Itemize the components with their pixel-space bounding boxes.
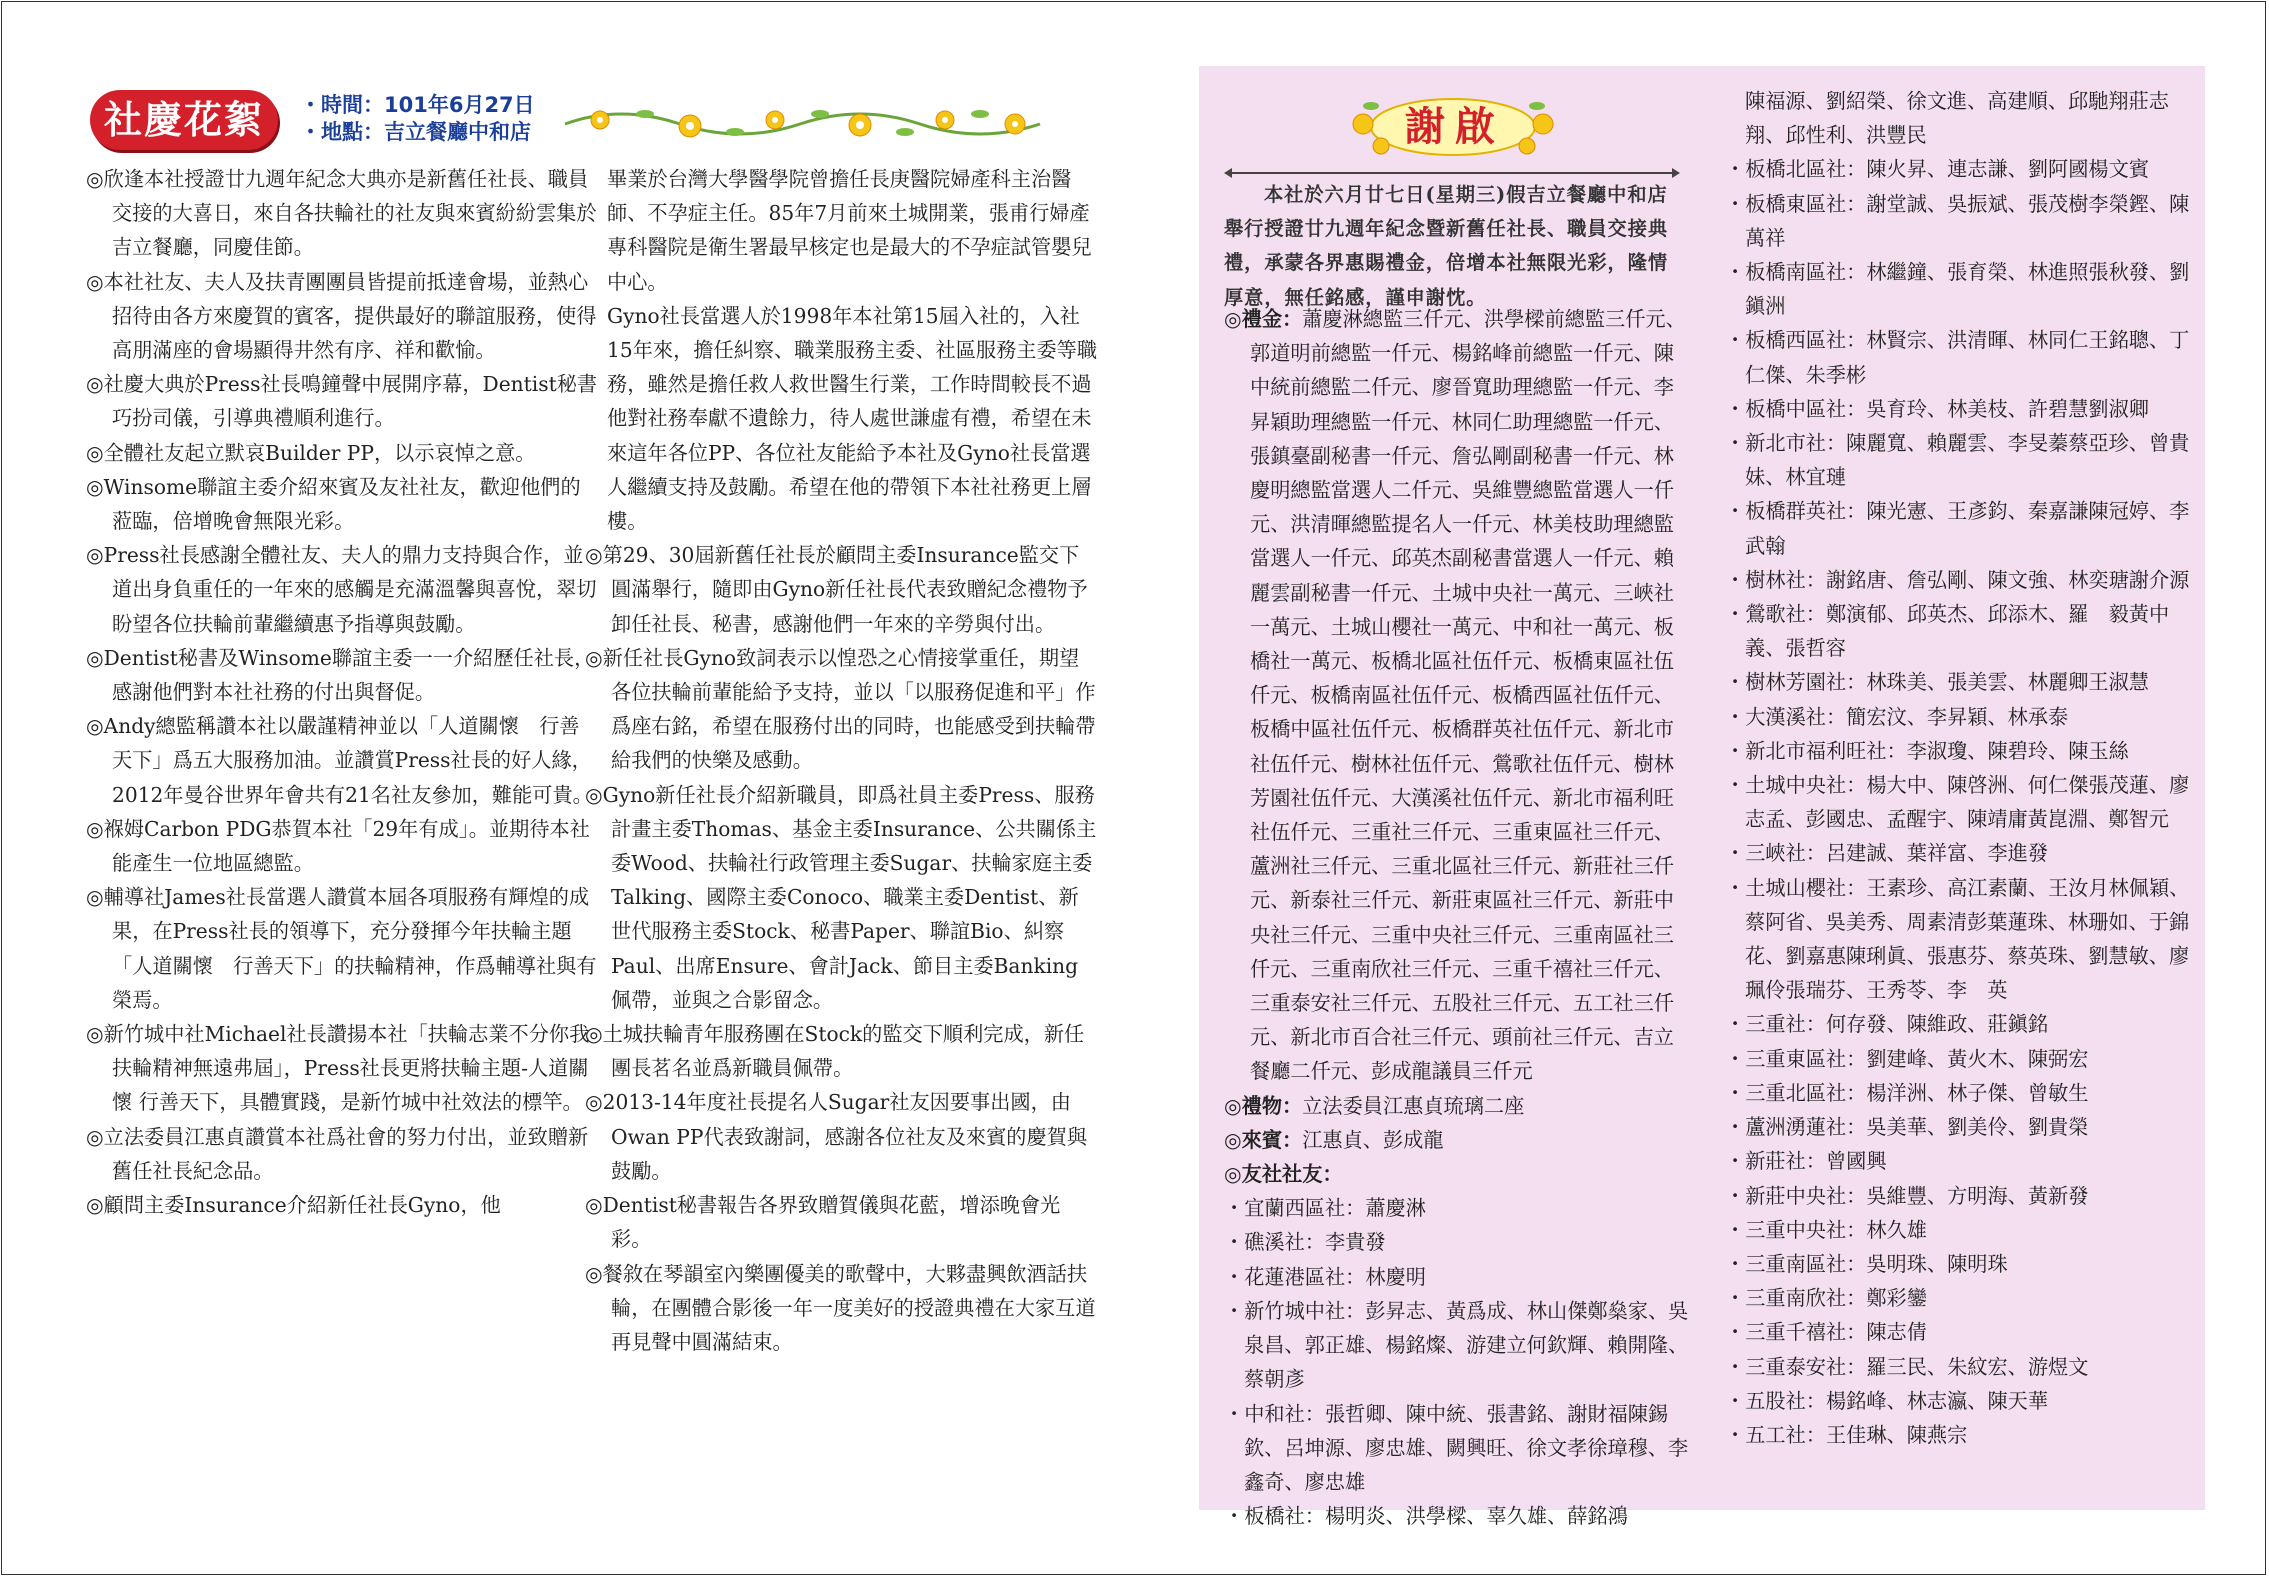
list-item: ・ 板橋東區社：謝堂誠、吳振斌、張茂樹李榮鏗、陳萬祥 (1725, 187, 2195, 255)
list-item: ・ 三重千禧社：陳志倩 (1725, 1315, 2195, 1349)
list-item: ◎ 2013-14年度社長提名人Sugar社友因要事出國，由Owan PP代表致謝詞，感謝各位社友及來賓的慶賀與鼓勵。 (585, 1085, 1097, 1188)
thanks-column-1 (1224, 302, 1689, 1533)
section-label: 友社社友： (1241, 1162, 1343, 1187)
list-item: ・ 宜蘭西區社：蕭慶淋 (1224, 1191, 1689, 1225)
guest-section (1224, 1123, 1689, 1157)
list-item: ・ 五股社：楊銘峰、林志瀛、陳天華 (1725, 1384, 2195, 1418)
left-column-1 (86, 162, 598, 1222)
event-time: ・ 時間：101年6月27日 (300, 92, 535, 119)
list-item: ◎ Winsome聯誼主委介紹來賓及友社社友，歡迎他們的蒞臨，倍增晚會無限光彩。 (86, 470, 598, 538)
list-item: ・ 三重泰安社：羅三民、朱紋宏、游煜文 (1725, 1350, 2195, 1384)
list-item: ・ 新北市福利旺社：李淑瓊、陳碧玲、陳玉絲 (1725, 734, 2195, 768)
list-item: ・ 板橋南區社：林繼鐘、張育榮、林進照張秋發、劉鎭洲 (1725, 255, 2195, 323)
list-item: ・ 三峽社：呂建誠、葉祥富、李進發 (1725, 836, 2195, 870)
list-item: ◎ 全體社友起立默哀Builder PP，以示哀悼之意。 (86, 436, 598, 470)
list-item: ・ 樹林社：謝銘唐、詹弘剛、陳文強、林奕瑭謝介源 (1725, 563, 2195, 597)
section-text: 立法委員江惠貞琉璃二座 (1302, 1093, 1525, 1118)
list-item: ・ 礁溪社：李貴發 (1224, 1225, 1689, 1259)
list-item: ・ 新竹城中社：彭昇志、黃爲成、林山傑鄭燊家、吳泉昌、郭正雄、楊銘燦、游建立何欽輝、賴開隆、蔡朝彥 (1224, 1294, 1689, 1397)
list-item: ◎ 欣逢本社授證廿九週年紀念大典亦是新舊任社長、職員交接的大喜日，來自各扶輪社的社友與來賓紛紛雲集於吉立餐廳，同慶佳節。 (86, 162, 598, 265)
continued-paragraph: Gyno社長當選人於1998年本社第15屆入社的，入社15年來，擔任糾察、職業服務主委、社區服務主委等職務，雖然是擔任救人救世醫生行業，工作時間較長不過他對社務奉獻不遺餘力，待人處世謙虛有禮，希望在未來這年各位PP、各位社友能給予本社及Gyno社長當選人繼續支持及鼓勵。希望在他的帶領下本社社務更上層樓。 (607, 303, 1098, 534)
list-item: ◎ 本社社友、夫人及扶青團團員皆提前抵達會場，並熱心招待由各方來慶賀的賓客，提供最好的聯誼服務，使得高朋滿座的會場顯得井然有序、祥和歡愉。 (86, 265, 598, 368)
list-item: ・ 新莊社：曾國興 (1725, 1144, 2195, 1178)
event-place: ・ 地點：吉立餐廳中和店 (300, 119, 535, 146)
list-item: ・ 三重中央社：林久雄 (1725, 1213, 2195, 1247)
list-item: ・ 三重南欣社：鄭彩鑾 (1725, 1281, 2195, 1315)
list-item: ◎ Dentist秘書報告各界致贈賀儀與花藍，增添晚會光彩。 (585, 1188, 1097, 1256)
section-text: 江惠貞、彭成龍 (1302, 1127, 1444, 1152)
thanks-intro: 本社於六月廿七日(星期三)假吉立餐廳中和店舉行授證廿九週年紀念暨新舊任社長、職員交接典禮，承蒙各界惠賜禮金，倍增本社無限光彩，隆情厚意，無任銘感，謹申謝忱。 (1224, 183, 1669, 309)
thanks-column-2 (1725, 84, 2195, 1452)
event-meta (300, 92, 535, 146)
list-item: ◎ Gyno新任社長介紹新職員，即爲社員主委Press、服務計畫主委Thomas、基金主委Insurance、公共關係主委Wood、扶輪社行政管理主委Sugar、扶輪家庭主委Talking、國際主委Conoco、職業主委Dentist、新世代服務主委Stock、秘書Paper、聯誼Bio、糾察Paul、出席Ensure、會計Jack、節目主委Banking佩帶，並與之合影留念。 (585, 778, 1097, 1017)
list-item: ◎ Press社長感謝全體社友、夫人的鼎力支持與合作，並道出身負重任的一年來的感觸是充滿溫馨與喜悅，翠切盼望各位扶輪前輩繼續惠予指導與鼓勵。 (86, 538, 598, 641)
list-item: ◎ 新任社長Gyno致詞表示以惶恐之心情接掌重任，期望各位扶輪前輩能給予支持，並以「以服務促進和平」作爲座右銘，希望在服務付出的同時，也能感受到扶輪帶給我們的快樂及感動。 (585, 641, 1097, 778)
list-item: ・ 花蓮港區社：林慶明 (1224, 1260, 1689, 1294)
list-item: ◎ 餐敘在琴韻室內樂團優美的歌聲中，大夥盡興飲酒話扶輪，在團體合影後一年一度美好的授證典禮在大家互道再見聲中圓滿結束。 (585, 1257, 1097, 1360)
list-item: ◎ 新竹城中社Michael社長讚揚本社「扶輪志業不分你我 扶輪精神無遠弗屆」，Press社長更將扶輪主題-人道關懷 行善天下，具體實踐，是新竹城中社效法的標竿。 (86, 1017, 598, 1120)
friends-section (1224, 1157, 1689, 1191)
list-item: ・ 三重東區社：劉建峰、黃火木、陳弼宏 (1725, 1042, 2195, 1076)
left-column-2 (585, 162, 1097, 1359)
list-item: ◎ 顧問主委Insurance介紹新任社長Gyno，他 (86, 1188, 598, 1222)
continued-list-item: 陳福源、劉紹榮、徐文進、高建順、邱馳翔莊志翔、邱性利、洪豐民 (1745, 89, 2169, 148)
list-item: ・ 大漢溪社：簡宏汶、李昇穎、林承泰 (1725, 700, 2195, 734)
list-item: ・ 板橋中區社：吳育玲、林美枝、許碧慧劉淑卿 (1725, 392, 2195, 426)
list-item: ・ 鶯歌社：鄭演郁、邱英杰、邱添木、羅 毅黃中義、張哲容 (1725, 597, 2195, 665)
list-item: ・ 板橋北區社：陳火昇、連志謙、劉阿國楊文賓 (1725, 152, 2195, 186)
list-item: ・ 三重北區社：楊洋洲、林子傑、曾敏生 (1725, 1076, 2195, 1110)
list-item: ・ 三重南區社：吳明珠、陳明珠 (1725, 1247, 2195, 1281)
gift-section (1224, 1089, 1689, 1123)
section-label: 禮金： (1241, 307, 1303, 331)
list-item: ・ 板橋群英社：陳光憲、王彥鈞、秦嘉謙陳冠婷、李武翰 (1725, 494, 2195, 562)
list-item: ・ 三重社：何存發、陳維政、莊鎭銘 (1725, 1007, 2195, 1041)
section-text: 蕭慶淋總監三仟元、洪學樑前總監三仟元、郭道明前總監一仟元、楊銘峰前總監一仟元、陳中統前總監二仟元、廖晉寬助理總監一仟元、李昇穎助理總監一仟元、林同仁助理總監一仟元、張鎮臺副秘書一仟元、詹弘剛副秘書一仟元、林慶明總監當選人二仟元、吳維豐總監當選人一仟元、洪清暉總監提名人一仟元、林美枝助理總監當選人一仟元、邱英杰副秘書當選人一仟元、賴麗雲副秘書一仟元、土城中央社一萬元、三峽社一萬元、土城山櫻社一萬元、中和社一萬元、板橋社一萬元、板橋北區社伍仟元、板橋東區社伍仟元、板橋南區社伍仟元、板橋西區社伍仟元、板橋中區社伍仟元、板橋群英社伍仟元、新北市社伍仟元、樹林社伍仟元、鶯歌社伍仟元、樹林芳園社伍仟元、大漢溪社伍仟元、新北市福利旺社伍仟元、三重社三仟元、三重東區社三仟元、蘆洲社三仟元、三重北區社三仟元、新莊社三仟元、新泰社三仟元、新莊東區社三仟元、新莊中央社三仟元、三重中央社三仟元、三重南區社三仟元、三重南欣社三仟元、三重千禧社三仟元、三重泰安社三仟元、五股社三仟元、五工社三仟元、新北市百合社三仟元、頭前社三仟元、吉立餐廳二仟元、彭成龍議員三仟元 (1250, 307, 1686, 1084)
flower-vine-icon (560, 100, 1045, 144)
list-item: ・ 板橋社：楊明炎、洪學樑、辜久雄、薛銘鴻 (1224, 1499, 1689, 1533)
list-item: ◎ 輔導社James社長當選人讚賞本屆各項服務有輝煌的成果，在Press社長的領導下，充分發揮今年扶輪主題「人道關懷 行善天下」的扶輪精神，作爲輔導社與有榮焉。 (86, 880, 598, 1017)
continued-paragraph: 畢業於台灣大學醫學院曾擔任長庚醫院婦產科主治醫師、不孕症主任。85年7月前來土城開業，張甫行婦產專科醫院是衛生署最早核定也是最大的不孕症試管嬰兒中心。 (607, 167, 1092, 294)
list-item: ・ 樹林芳園社：林珠美、張美雲、林麗卿王淑慧 (1725, 665, 2195, 699)
list-item: ・ 新北市社：陳麗寬、賴麗雲、李旻蓁蔡亞珍、曾貴妹、林宜璉 (1725, 426, 2195, 494)
list-item: ◎ 第29、30屆新舊任社長於顧問主委Insurance監交下圓滿舉行，隨即由Gyno新任社長代表致贈紀念禮物予卸任社長、秘書，感謝他們一年來的辛勞與付出。 (585, 538, 1097, 641)
list-item: ・ 土城山櫻社：王素珍、高江素蘭、王汝月林佩穎、蔡阿省、吳美秀、周素清彭葉蓮珠、林珊如、于錦花、劉嘉惠陳琍眞、張惠芬、蔡英珠、劉慧敏、廖珮伶張瑞芬、王秀苓、李 英 (1725, 871, 2195, 1008)
section-label: 禮物： (1241, 1093, 1303, 1118)
list-item: ・ 板橋西區社：林賢宗、洪清暉、林同仁王銘聰、丁仁傑、朱季彬 (1725, 323, 2195, 391)
list-item: ◎ 土城扶輪青年服務團在Stock的監交下順利完成，新任團長茗名並爲新職員佩帶。 (585, 1017, 1097, 1085)
list-item: ◎ Dentist秘書及Winsome聯誼主委一一介紹歷任社長，感謝他們對本社社務的付出與督促。 (86, 641, 598, 709)
gift-money-section (1224, 302, 1689, 1089)
section-badge: 社慶花絮 (90, 90, 278, 150)
list-item: ◎ 褓姆Carbon PDG恭賀本社「29年有成」。並期待本社能產生一位地區總監。 (86, 812, 598, 880)
list-item: ・ 蘆洲湧蓮社：吳美華、劉美伶、劉貴榮 (1725, 1110, 2195, 1144)
list-item: ◎ Andy總監稱讚本社以嚴謹精神並以「人道關懷 行善天下」爲五大服務加油。並讚賞Press社長的好人緣，2012年曼谷世界年會共有21名社友參加，難能可貴。 (86, 709, 598, 812)
list-item: ・ 土城中央社：楊大中、陳啓洲、何仁傑張茂蓮、廖志孟、彭國忠、孟醒宇、陳靖庸黃崑淵、鄭智元 (1725, 768, 2195, 836)
list-item: ・ 五工社：王佳琳、陳燕宗 (1725, 1418, 2195, 1452)
list-item: ・ 中和社：張哲卿、陳中統、張書銘、謝財福陳錫欽、呂坤源、廖忠雄、闕興旺、徐文孝徐璋穆、李鑫奇、廖忠雄 (1224, 1397, 1689, 1500)
list-item: ◎ 社慶大典於Press社長鳴鐘聲中展開序幕，Dentist秘書巧扮司儀，引導典禮順利進行。 (86, 367, 598, 435)
thanks-title: 謝啟 (1405, 104, 1505, 150)
list-item: ◎ 立法委員江惠貞讚賞本社爲社會的努力付出，並致贈新舊任社長紀念品。 (86, 1120, 598, 1188)
section-label: 來賓： (1241, 1127, 1303, 1152)
list-item: ・ 新莊中央社：吳維豐、方明海、黃新發 (1725, 1179, 2195, 1213)
